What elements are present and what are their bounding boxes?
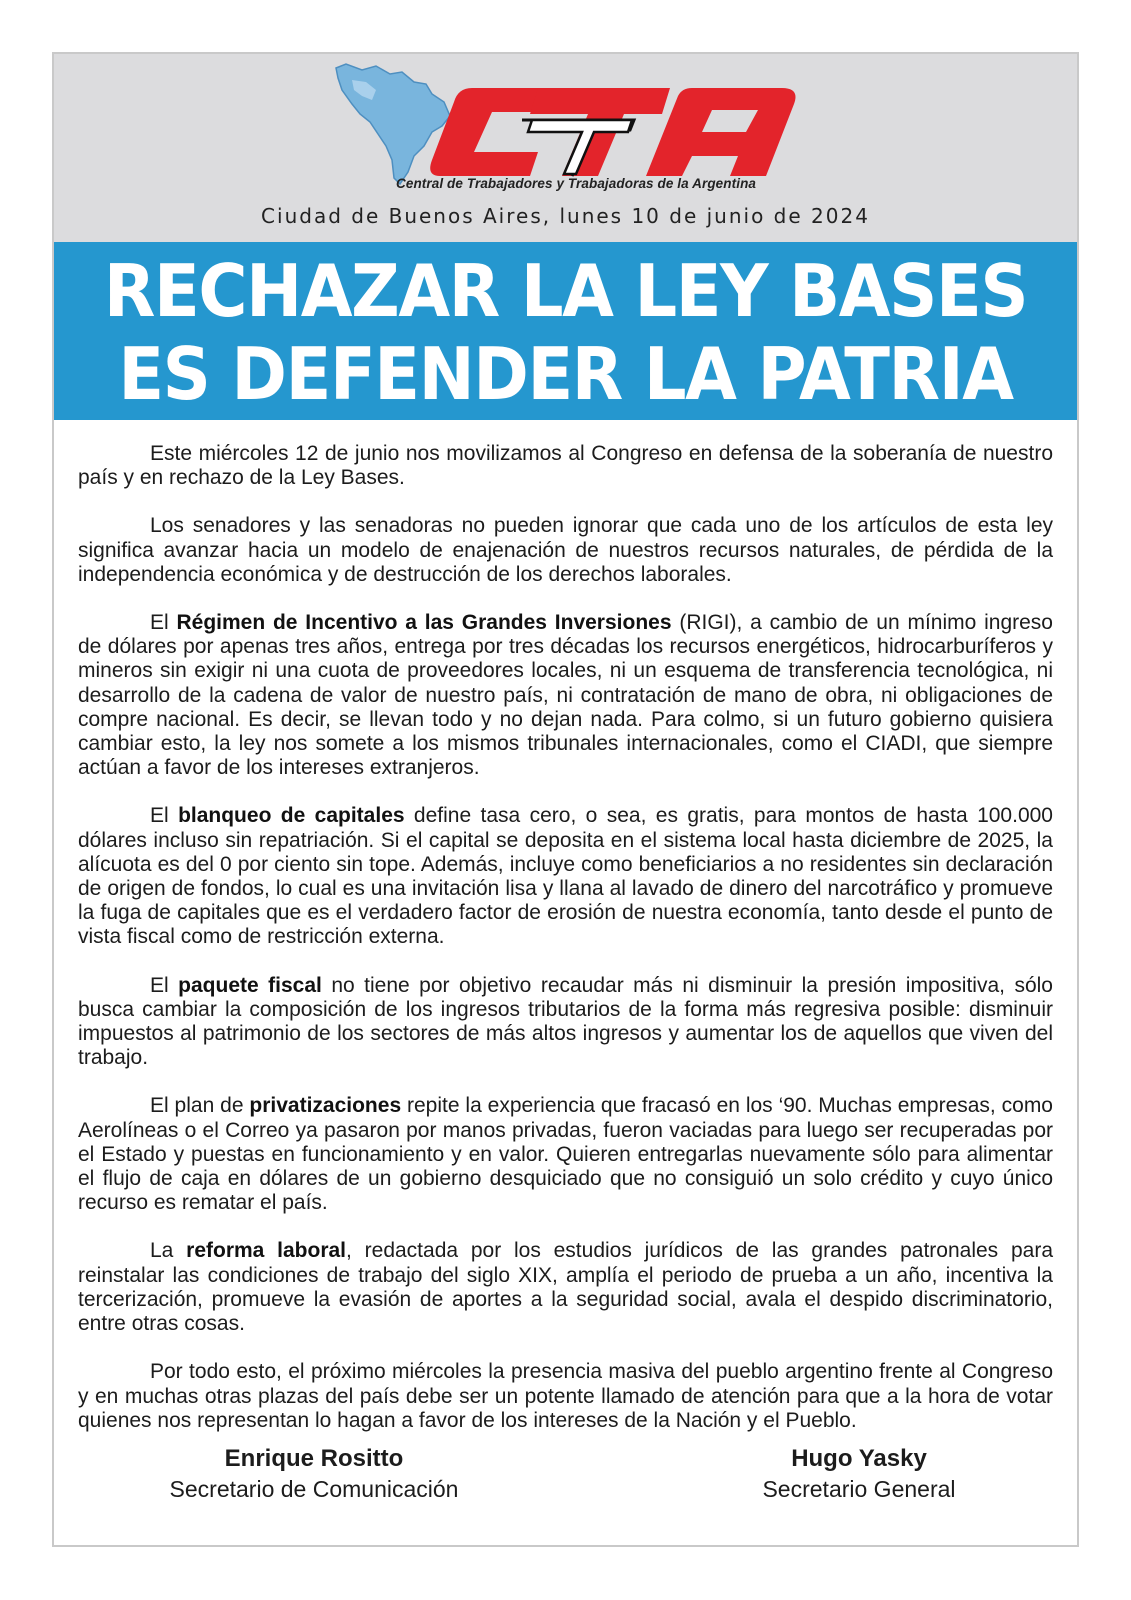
paragraph: El plan de privatizaciones repite la experiencia que fracasó en los ‘90. Muchas empresas, como Aerolíneas o el Correo ya pasaron por manos privadas, fueron vaciadas para luego ser recuperadas por el Estado y puestas en funcionamiento y en valor. Quieren entregarlas nuevamente sólo para alimentar el flujo de caja en dólares de un gobierno desquiciado que no consiguió un solo crédito y cuyo único recurso es rematar el país. [78, 1094, 1053, 1215]
header [54, 54, 1077, 244]
headline-banner [54, 242, 1077, 420]
signature-role: Secretario de Comunicación [169, 1476, 459, 1502]
headline-line-1: RECHAZAR LA LEY BASES [103, 249, 1028, 333]
signature-left [144, 1444, 484, 1504]
signature-name: Enrique Rositto [224, 1445, 404, 1472]
dateline: Ciudad de Buenos Aires, lunes 10 de junio de 2024 [261, 204, 870, 228]
paragraph: Los senadores y las senadoras no pueden ignorar que cada uno de los artículos de esta ley significa avanzar hacia un modelo de enajenación de nuestros recursos naturales, de pérdida de la independencia económica y de destrucción de los derechos laborales. [78, 514, 1053, 586]
headline [90, 250, 1041, 416]
paragraph: Este miércoles 12 de junio nos movilizamos al Congreso en defensa de la soberanía de nuestro país y en rechazo de la Ley Bases. [78, 442, 1053, 490]
organization-name: Central de Trabajadores y Trabajadoras de la Argentina [396, 176, 757, 191]
cta-logo [332, 60, 802, 195]
statement-page [52, 52, 1079, 1547]
signature-right [689, 1444, 1029, 1504]
statement-body [78, 442, 1053, 1457]
logo-letter-a [646, 88, 796, 176]
headline-line-2: ES DEFENDER LA PATRIA [118, 332, 1013, 416]
paragraph: El paquete fiscal no tiene por objetivo recaudar más ni disminuir la presión impositiva, sólo busca cambiar la composición de los ingresos tributarios de la forma más regresiva posible: disminuir impuestos al patrimonio de los sectores de más altos ingresos y aumentar los de aquellos que viven del trabajo. [78, 973, 1053, 1070]
paragraph: El blanqueo de capitales define tasa cero, o sea, es gratis, para montos de hasta 100.000 dólares incluso sin repatriación. Si el capital se deposita en el sistema local hasta diciembre de 2025, la alícuota es del 0 por ciento sin tope. Además, incluye como beneficiarios a no residentes sin declaración de origen de fondos, lo cual es una invitación lisa y llana al lavado de dinero del narcotráfico y promueve la fuga de capitales que es el verdadero factor de erosión de nuestra economía, tanto desde el punto de vista fiscal como de restricción externa. [78, 804, 1053, 949]
paragraph: Por todo esto, el próximo miércoles la presencia masiva del pueblo argentino frente al Congreso y en muchas otras plazas del país debe ser un potente llamado de atención para que a la hora de votar quienes nos representan lo hagan a favor de los intereses de la Nación y el Pueblo. [78, 1360, 1053, 1432]
paragraph: El Régimen de Incentivo a las Grandes Inversiones (RIGI), a cambio de un mínimo ingreso de dólares por apenas tres años, entrega por tres décadas los recursos energéticos, hidrocarburíferos y mineros sin exigir ni una cuota de proveedores locales, ni un esquema de transferencia tecnológica, ni desarrollo de la cadena de valor de nuestro país, ni contratación de mano de obra, ni obligaciones de compre nacional. Es decir, se llevan todo y no dejan nada. Para colmo, si un futuro gobierno quisiera cambiar esto, la ley nos somete a los mismos tribunales internacionales, como el CIADI, que siempre actúan a favor de los intereses extranjeros. [78, 611, 1053, 780]
signature-role: Secretario General [762, 1476, 956, 1502]
paragraph: La reforma laboral, redactada por los estudios jurídicos de las grandes patronales para reinstalar las condiciones de trabajo del siglo XIX, amplía el periodo de prueba a un año, incentiva la tercerización, promueve la evasión de aportes a la seguridad social, avala el despido discriminatorio, entre otras cosas. [78, 1239, 1053, 1336]
signature-name: Hugo Yasky [791, 1445, 927, 1472]
